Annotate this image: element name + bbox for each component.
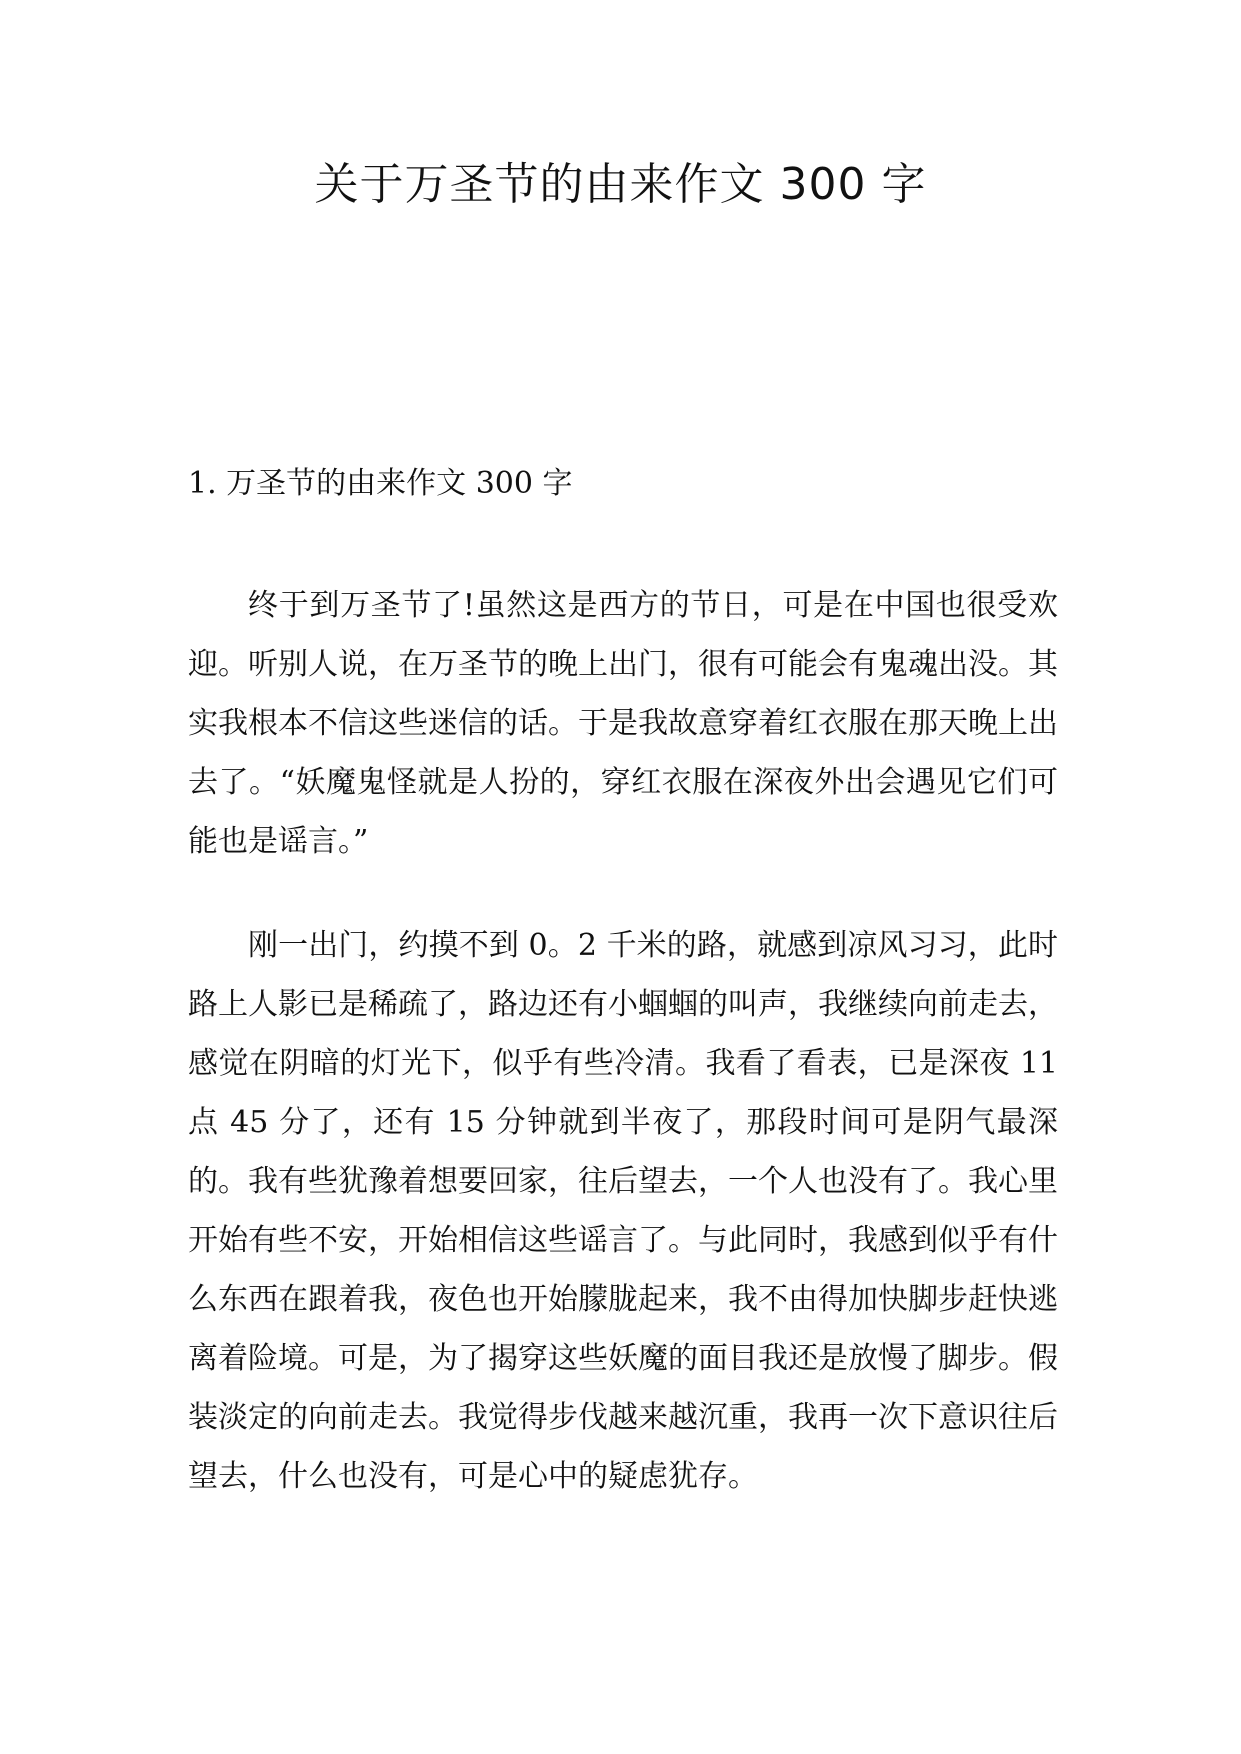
body-paragraph: 刚一出门，约摸不到 0。2 千米的路，就感到凉风习习，此时路上人影已是稀疏了，路边还有小蝈蝈的叫声，我继续向前走去，感觉在阴暗的灯光下，似乎有些冷清。我看了看表，已是深夜 11 点 45 分了，还有 15 分钟就到半夜了，那段时间可是阴气最深的。我有些犹豫着想要回家，往后望去，一个人也没有了。我心里开始有些不安，开始相信这些谣言了。与此同时，我感到似乎有什么东西在跟着我，夜色也开始朦胧起来，我不由得加快脚步赶快逃离着险境。可是，为了揭穿这些妖魔的面目我还是放慢了脚步。假装淡定的向前走去。我觉得步伐越来越沉重，我再一次下意识往后望去，什么也没有，可是心中的疑虑犹存。 xyxy=(188,928,1058,1494)
document-title: 关于万圣节的由来作文 300 字 xyxy=(314,159,927,210)
section-heading: 1. 万圣节的由来作文 300 字 xyxy=(188,466,573,501)
body-paragraph: 终于到万圣节了!虽然这是西方的节日，可是在中国也很受欢迎。听别人说，在万圣节的晚上出门，很有可能会有鬼魂出没。其实我根本不信这些迷信的话。于是我故意穿着红衣服在那天晚上出去了。“妖魔鬼怪就是人扮的，穿红衣服在深夜外出会遇见它们可能也是谣言。” xyxy=(188,588,1058,859)
